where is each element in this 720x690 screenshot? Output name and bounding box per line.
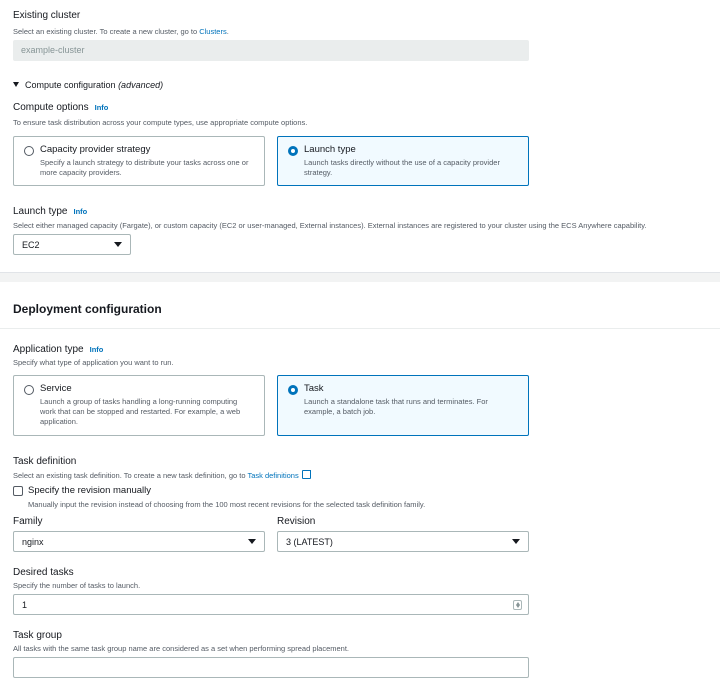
launch-type-tile[interactable] [277,136,529,186]
capacity-provider-strategy-title: Capacity provider strategy [40,144,151,155]
family-select-value: nginx [22,537,44,547]
caret-down-icon [114,242,122,247]
existing-cluster-description-suffix: . [226,27,229,36]
desired-tasks-description: Specify the number of tasks to launch. [13,581,141,590]
specify-revision-description: Manually input the revision instead of choosing from the 100 most recent revisions for the selected task definition family. [28,500,426,509]
external-link-icon [302,470,311,479]
deployment-configuration-heading: Deployment configuration [13,302,162,316]
existing-cluster-label: Existing cluster [13,10,81,21]
launch-type-text: Launch tasks directly without the use of a capacity provider strategy. [304,158,500,177]
task-group-description: All tasks with the same task group name are considered as a set when performing spread placement. [13,644,350,653]
launch-type-info-link[interactable]: Info [73,207,88,216]
compute-options-info-link[interactable]: Info [94,103,109,112]
compute-options-description: To ensure task distribution across your compute types, use appropriate compute options. [13,118,308,127]
capacity-provider-strategy-radio[interactable] [24,146,34,156]
specify-revision-checkbox-label: Specify the revision manually [28,485,152,496]
task-title: Task [304,383,324,394]
caret-down-icon [13,82,19,87]
revision-select[interactable] [277,531,529,552]
task-definitions-link[interactable]: Task definitions [247,471,299,480]
task-group-label: Task group [13,630,62,641]
compute-configuration-toggle-label: Compute configuration [25,80,119,90]
compute-options-label-text: Compute options [13,102,89,113]
launch-type-select-value: EC2 [22,240,40,250]
application-type-label-text: Application type [13,344,84,355]
specify-revision-checkbox[interactable] [13,486,23,496]
task-radio[interactable] [288,385,298,395]
service-text: Launch a group of tasks handling a long-running computing work that can be stopped and restarted. For example, a web application. [40,397,241,426]
number-stepper-icon[interactable] [513,600,522,610]
task-text: Launch a standalone task that runs and terminates. For example, a batch job. [304,397,488,416]
application-type-description: Specify what type of application you want to run. [13,358,174,367]
clusters-link[interactable]: Clusters [199,27,227,36]
service-tile[interactable] [13,375,265,436]
caret-down-icon [248,539,256,544]
task-group-input[interactable] [13,657,529,678]
family-label: Family [13,516,43,527]
compute-options-label [13,102,108,113]
application-type-label [13,344,103,355]
launch-type-label-text: Launch type [13,206,68,217]
family-select[interactable] [13,531,265,552]
launch-type-description: Select either managed capacity (Fargate), or custom capacity (EC2 or user-managed, External instances). External instances are registered to your cluster using the ECS Anywhere capability. [13,221,647,230]
existing-cluster-description-text: Select an existing cluster. To create a new cluster, go to [13,27,200,36]
caret-down-icon [512,539,520,544]
service-title: Service [40,383,72,394]
task-tile[interactable] [277,375,529,436]
compute-configuration-toggle[interactable] [13,80,163,90]
heading-divider [0,328,720,329]
capacity-provider-strategy-tile[interactable] [13,136,265,186]
revision-label: Revision [277,516,316,527]
task-definition-label: Task definition [13,456,77,467]
launch-type-label [13,206,87,217]
section-divider [0,272,720,282]
service-radio[interactable] [24,385,34,395]
launch-type-title: Launch type [304,144,356,155]
existing-cluster-input[interactable]: example-cluster [13,40,529,61]
launch-type-select[interactable] [13,234,131,255]
desired-tasks-input[interactable] [13,594,529,615]
capacity-provider-strategy-text: Specify a launch strategy to distribute your tasks across one or more capacity providers. [40,158,249,177]
task-definition-description-text: Select an existing task definition. To create a new task definition, go to [13,471,248,480]
desired-tasks-label: Desired tasks [13,567,74,578]
existing-cluster-description [13,27,229,36]
application-type-info-link[interactable]: Info [89,345,104,354]
task-definition-description [13,470,311,480]
revision-select-value: 3 (LATEST) [286,537,333,547]
desired-tasks-input-value: 1 [22,600,28,610]
launch-type-radio[interactable] [288,146,298,156]
compute-configuration-toggle-advanced: (advanced) [118,80,164,90]
